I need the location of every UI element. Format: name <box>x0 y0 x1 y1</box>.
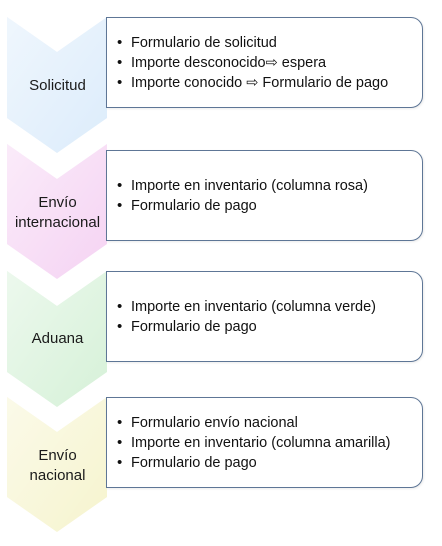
step-label-solicitud: Solicitud <box>29 77 86 94</box>
step-label-aduana: Aduana <box>31 330 84 347</box>
bullet-list <box>117 297 414 337</box>
bullet-list <box>117 413 414 473</box>
step-label-envio-nacional: Envío nacional <box>29 447 86 484</box>
step-detail-box <box>106 17 423 108</box>
list-item: • Formulario envío nacional <box>117 413 414 433</box>
step-detail-box <box>106 271 423 362</box>
list-item: • Formulario de pago <box>117 453 414 473</box>
step-detail-box <box>106 150 423 241</box>
list-item: • Importe conocido ⇨ Formulario de pago <box>117 73 414 93</box>
step-label-envio-internacional: Envío internacional <box>14 194 101 231</box>
list-item: • Importe en inventario (columna rosa) <box>117 176 414 196</box>
list-item: • Importe en inventario (columna verde) <box>117 297 414 317</box>
list-item: • Importe desconocido⇨ espera <box>117 53 414 73</box>
bullet-list <box>117 33 414 93</box>
step-detail-box <box>106 397 423 488</box>
list-item: • Importe en inventario (columna amarilla) <box>117 433 414 453</box>
list-item: • Formulario de pago <box>117 317 414 337</box>
list-item: • Formulario de pago <box>117 196 414 216</box>
list-item: • Formulario de solicitud <box>117 33 414 53</box>
bullet-list <box>117 176 414 216</box>
